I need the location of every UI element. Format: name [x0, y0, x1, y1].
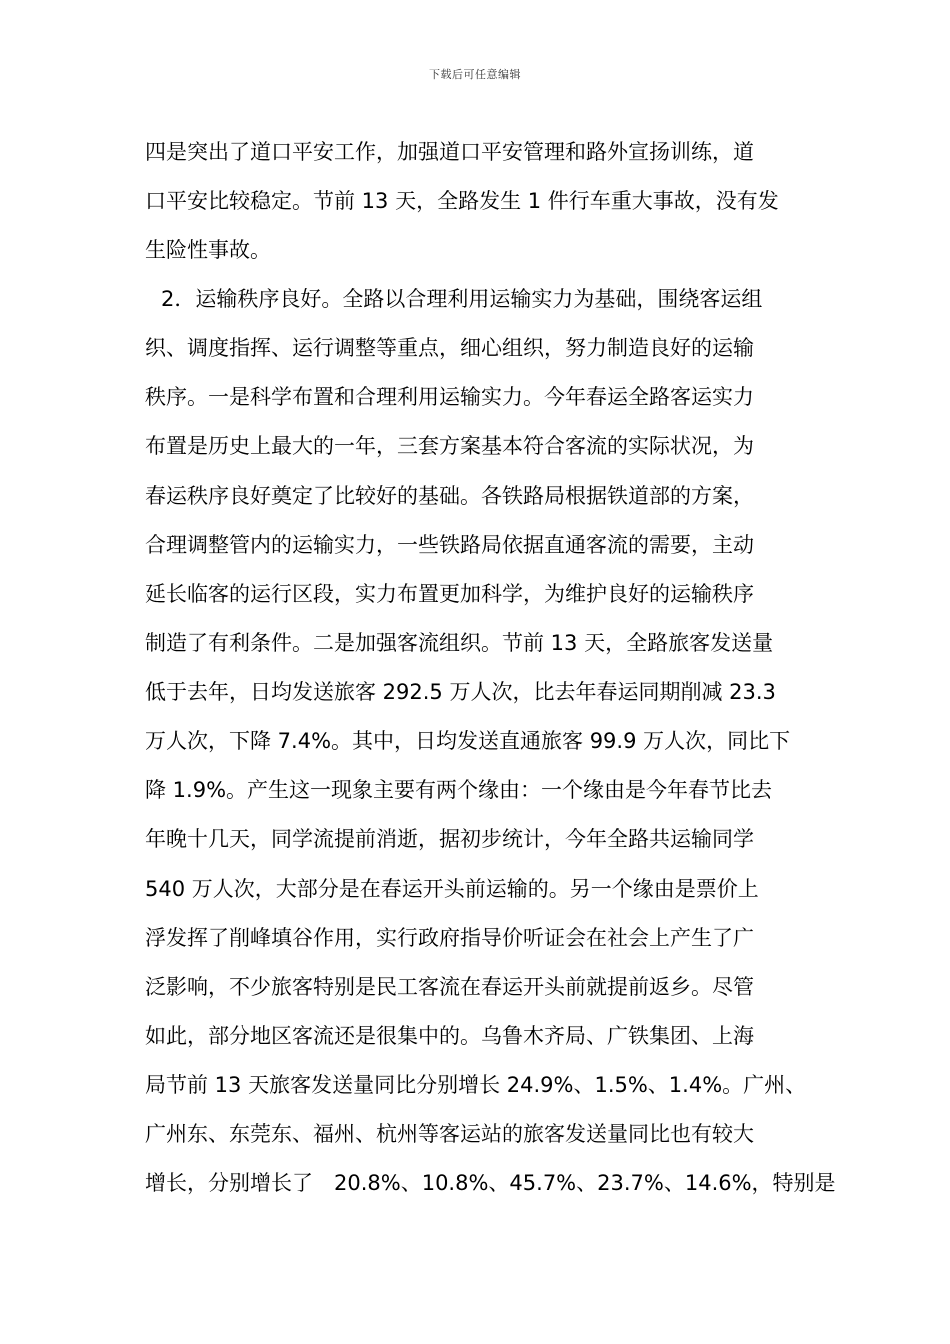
body-text-line: 泛影响，不少旅客特别是民工客流在春运开头前就提前返乡。尽管 — [145, 975, 754, 999]
body-text-line: 降 1.9%。产生这一现象主要有两个缘由：一个缘由是今年春节比去 — [145, 778, 773, 802]
body-text-line: 低于去年，日均发送旅客 292.5 万人次，比去年春运同期削减 23.3 — [145, 680, 776, 704]
page-header: 下载后可任意编辑 — [429, 68, 521, 81]
body-text-line: 四是突出了道口平安工作，加强道口平安管理和路外宣扬训练，道 — [145, 140, 754, 164]
body-text-line: 春运秩序良好奠定了比较好的基础。各铁路局根据铁道部的方案， — [145, 484, 754, 508]
body-text-line: 增长，分别增长了 20.8%、10.8%、45.7%、23.7%、14.6%，特别是 — [145, 1171, 836, 1195]
body-text-line: 广州东、东莞东、福州、杭州等客运站的旅客发送量同比也有较大 — [145, 1122, 754, 1146]
body-text-line: 浮发挥了削峰填谷作用，实行政府指导价听证会在社会上产生了广 — [145, 926, 754, 950]
body-text-line: 合理调整管内的运输实力，一些铁路局依据直通客流的需要，主动 — [145, 533, 754, 557]
body-text-line: 如此，部分地区客流还是很集中的。乌鲁木齐局、广铁集团、上海 — [145, 1024, 754, 1048]
body-text-line: 万人次，下降 7.4%。其中，日均发送直通旅客 99.9 万人次，同比下 — [145, 729, 791, 753]
body-text-line: 生险性事故。 — [145, 238, 271, 262]
body-text-line: 口平安比较稳定。节前 13 天，全路发生 1 件行车重大事故，没有发 — [145, 189, 779, 213]
body-text-line: 延长临客的运行区段，实力布置更加科学，为维护良好的运输秩序 — [145, 582, 754, 606]
body-text-line: 制造了有利条件。二是加强客流组织。节前 13 天，全路旅客发送量 — [145, 631, 774, 655]
body-text-line: 布置是历史上最大的一年，三套方案基本符合客流的实际状况，为 — [145, 434, 754, 458]
body-text-line: 局节前 13 天旅客发送量同比分别增长 24.9%、1.5%、1.4%。广州、 — [145, 1073, 807, 1097]
body-text-line: 织、调度指挥、运行调整等重点，细心组织，努力制造良好的运输 — [145, 336, 754, 360]
section-heading-line: 2．运输秩序良好。全路以合理利用运输实力为基础，围绕客运组 — [161, 287, 763, 311]
body-text-line: 年晚十几天，同学流提前消逝，据初步统计，今年全路共运输同学 — [145, 827, 754, 851]
body-text-line: 秩序。一是科学布置和合理利用运输实力。今年春运全路客运实力 — [145, 385, 754, 409]
body-text-line: 540 万人次，大部分是在春运开头前运输的。另一个缘由是票价上 — [145, 877, 759, 901]
